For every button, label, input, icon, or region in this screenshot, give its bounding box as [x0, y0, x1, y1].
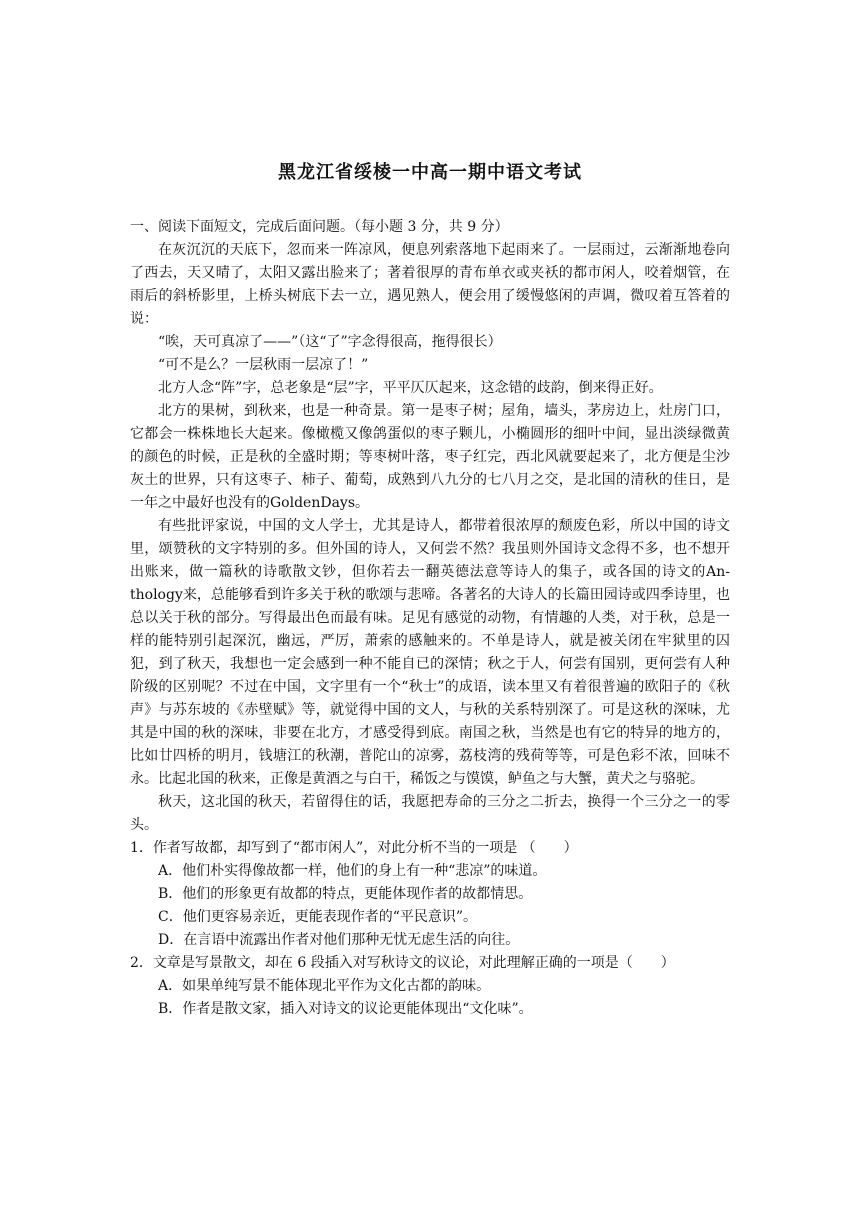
question-1-option-b: B．他们的形象更有故都的特点，更能体现作者的故都情思。: [158, 886, 533, 902]
exam-content: [130, 216, 730, 1021]
question-1-option-d: D．在言语中流露出作者对他们那种无忧无虑生活的向往。: [158, 932, 520, 948]
question-2-stem: 2．文章是写景散文，却在 6 段插入对写秋诗文的议论，对此理解正确的一项是（ ）: [130, 955, 675, 971]
section-heading: 一、阅读下面短文，完成后面问题。（每小题 3 分，共 9 分）: [130, 219, 509, 235]
exam-title: 黑龙江省绥棱一中高一期中语文考试: [278, 162, 582, 183]
question-1-option-a: A．他们朴实得像故都一样，他们的身上有一种“悲凉”的味道。: [158, 863, 547, 879]
question-1-stem: 1．作者写故都，却写到了“都市闲人”，对此分析不当的一项是 （ ）: [130, 840, 578, 856]
paragraph-3: “可不是么？一层秋雨一层凉了！”: [158, 357, 369, 373]
paragraph-4: 北方人念“阵”字，总老象是“层”字，平平仄仄起来，这念错的歧韵，倒来得正好。: [158, 380, 663, 396]
paragraph-1: 在灰沉沉的天底下，忽而来一阵凉风，便息列索落地下起雨来了。一层雨过，云渐渐地卷向了西去，天又晴了，太阳又露出脸来了；著着很厚的青布单衣或夹袄的都市闲人，咬着烟管，在雨后的斜桥影里，上桥头树底下去一立，遇见熟人，便会用了缓慢悠闲的声调，微叹着互答着的说：: [130, 242, 730, 327]
paragraph-5: 北方的果树，到秋来，也是一种奇景。第一是枣子树；屋角，墙头，茅房边上，灶房门口，它都会一株株地长大起来。像橄榄又像鸽蛋似的枣子颗儿，小椭圆形的细叶中间，显出淡绿微黄的颜色的时候，正是秋的全盛时期；等枣树叶落，枣子红完，西北风就要起来了，北方便是尘沙灰土的世界，只有这枣子、柿子、葡萄，成熟到八九分的七八月之交，是北国的清秋的佳日，是一年之中最好也没有的GoldenDays。: [130, 403, 730, 511]
paragraph-6: 有些批评家说，中国的文人学士，尤其是诗人，都带着很浓厚的颓废色彩，所以中国的诗文里，颂赞秋的文字特别的多。但外国的诗人，又何尝不然？我虽则外国诗文念得不多，也不想开出账来，做一篇秋的诗歌散文钞，但你若去一翻英德法意等诗人的集子，或各国的诗文的An-thology来，总能够看到许多关于秋的歌颂与悲啼。各著名的大诗人的长篇田园诗或四季诗里，也总以关于秋的部分。写得最出色而最有味。足见有感觉的动物，有情趣的人类，对于秋，总是一样的能特别引起深沉，幽远，严厉，萧索的感触来的。不单是诗人，就是被关闭在牢狱里的囚犯，到了秋天，我想也一定会感到一种不能自已的深情；秋之于人，何尝有国别，更何尝有人种阶级的区别呢？不过在中国，文字里有一个“秋士”的成语，读本里又有着很普遍的欧阳子的《秋声》与苏东坡的《赤壁赋》等，就觉得中国的文人，与秋的关系特别深了。可是这秋的深味，尤其是中国的秋的深味，非要在北方，才感受得到底。南国之秋，当然是也有它的特异的地方的，比如廿四桥的明月，钱塘江的秋潮，普陀山的凉雾，荔枝湾的残荷等等，可是色彩不浓，回味不永。比起北国的秋来，正像是黄酒之与白干，稀饭之与馍馍，鲈鱼之与大蟹，黄犬之与骆驼。: [130, 518, 730, 787]
question-2-option-b: B．作者是散文家，插入对诗文的议论更能体现出“文化味”。: [158, 1001, 533, 1017]
paragraph-2: “唉，天可真凉了——”（这“了”字念得很高，拖得很长）: [158, 334, 502, 350]
paragraph-7: 秋天，这北国的秋天，若留得住的话，我愿把寿命的三分之二折去，换得一个三分之一的零头。: [130, 794, 730, 833]
question-1-option-c: C．他们更容易亲近，更能表现作者的“平民意识”。: [158, 909, 478, 925]
question-2-option-a: A．如果单纯写景不能体现北平作为文化古都的韵味。: [158, 978, 491, 994]
